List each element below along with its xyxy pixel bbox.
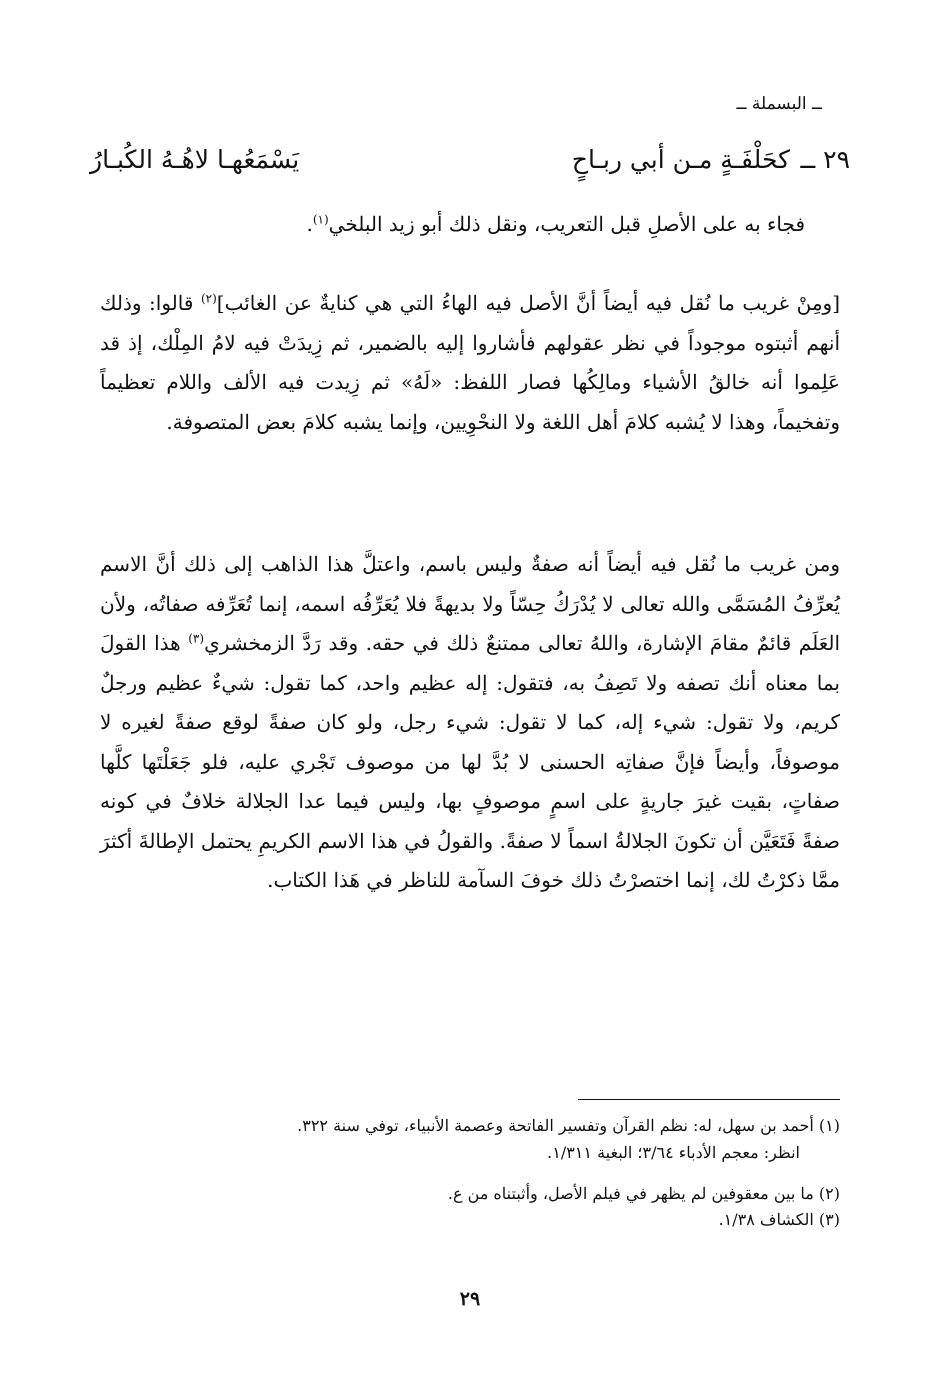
footnote-2: (٢) ما بين معقوفين لم يظهر في فيلم الأصل، وأثبتناه من ع. xyxy=(447,1184,840,1203)
verse-hemistich-second: يَسْمَعُهـا لاهُـهُ الكُبـارُ xyxy=(90,145,300,174)
paragraph-text: [ومِنْ غريب ما نُقل فيه أيضاً أنَّ الأصل فيه الهاءُ التي هي كنايةٌ عن الغائب] xyxy=(216,291,840,315)
verse-number: ٢٩ ــ xyxy=(800,145,850,174)
paragraph-text: قالوا: وذلك أنهم أثبتوه موجوداً في نظر عقولهم فأشاروا إليه بالضمير، ثم زِيدَتْ فيه لامُ المِلْك، إذ قد عَلِموا أنه خالقُ الأشياء ومالِكُها فصار اللفظ: «لَهُ» ثم زِيدت فيه الألف واللام تعظيماً وتفخيماً، وهذا لا يُشبه كلامَ أهل اللغة ولا النحْوِيين، وإنما يشبه كلامَ بعض المتصوفة. xyxy=(100,291,840,434)
body-paragraph-adjective-view xyxy=(100,545,840,901)
running-head: ــ البسملة ــ xyxy=(736,94,822,114)
poetry-verse xyxy=(90,140,850,180)
footnote-ref-2: (٢) xyxy=(200,291,217,306)
footnote-separator xyxy=(578,1099,840,1100)
footnote-1 xyxy=(100,1112,840,1166)
paragraph-text: . xyxy=(306,212,313,236)
body-paragraph-ha-origin xyxy=(100,284,840,442)
footnote-ref-3: (٣) xyxy=(188,631,205,646)
verse-hemistich-first: كحَلْفَـةٍ مـن أبي ربـاحٍ xyxy=(571,145,790,174)
body-paragraph-intro xyxy=(100,205,805,245)
paragraph-text: ومن غريب ما نُقل فيه أيضاً أنه صفةٌ وليس باسم، واعتلَّ هذا الذاهب إلى ذلك أنَّ الاسم يُعرِّفُ المُسَمَّى والله تعالى لا يُدْرَكُ حِسّاً ولا بديهةً فلا يُعَرِّفُه اسمه، إنما تُعَرِّفه صفاتُه، ولأن العَلَم قائمٌ مقامَ الإشارة، واللهُ تعالى ممتنعٌ ذلك في حقه. وقد رَدَّ الزمخشري xyxy=(100,552,840,655)
footnote-text-continued: انظر: معجم الأدباء ٣/٦٤؛ البغية ١/٣١١. xyxy=(547,1143,800,1162)
paragraph-text: فجاء به على الأصلِ قبل التعريب، ونقل ذلك أبو زيد البلخي xyxy=(328,212,805,236)
footnote-3: (٣) الكشاف ١/٣٨. xyxy=(718,1210,840,1229)
footnote-text: (١) أحمد بن سهل، له: نظم القرآن وتفسير الفاتحة وعصمة الأنبياء، توفي سنة ٣٢٢. xyxy=(297,1116,840,1135)
page-number: ٢٩ xyxy=(459,1288,481,1310)
footnote-ref-1: (١) xyxy=(312,212,329,227)
paragraph-text: هذا القولَ بما معناه أنك تصفه ولا تَصِفُ به، فتقول: إله عظيم واحد، كما تقول: شيءٌ عظيم ورجلٌ كريم، ولا تقول: شيء إله، كما لا تقول: شيء رجل، ولو كان صفةً لوقع صفةً لغيره لا موصوفاً، وأيضاً فإنَّ صفاتِه الحسنى لا بُدَّ لها من موصوف تَجْري عليه، فلو جَعَلْتَها كلَّها صفاتٍ، بقيت غيرَ جاريةٍ على اسمٍ موصوفٍ بها، وليس فيما عدا الجلالة خلافٌ في كونه صفةً فَتَعَيَّن أن تكونَ الجلالةُ اسماً لا صفةً. والقولُ في هذا الاسم الكريمِ يحتمل الإطالةَ أكثرَ ممَّا ذكرْتُ لك، إنما اختصرْتُ ذلك خوفَ السآمة للناظر في هَذا الكتاب. xyxy=(100,631,840,892)
